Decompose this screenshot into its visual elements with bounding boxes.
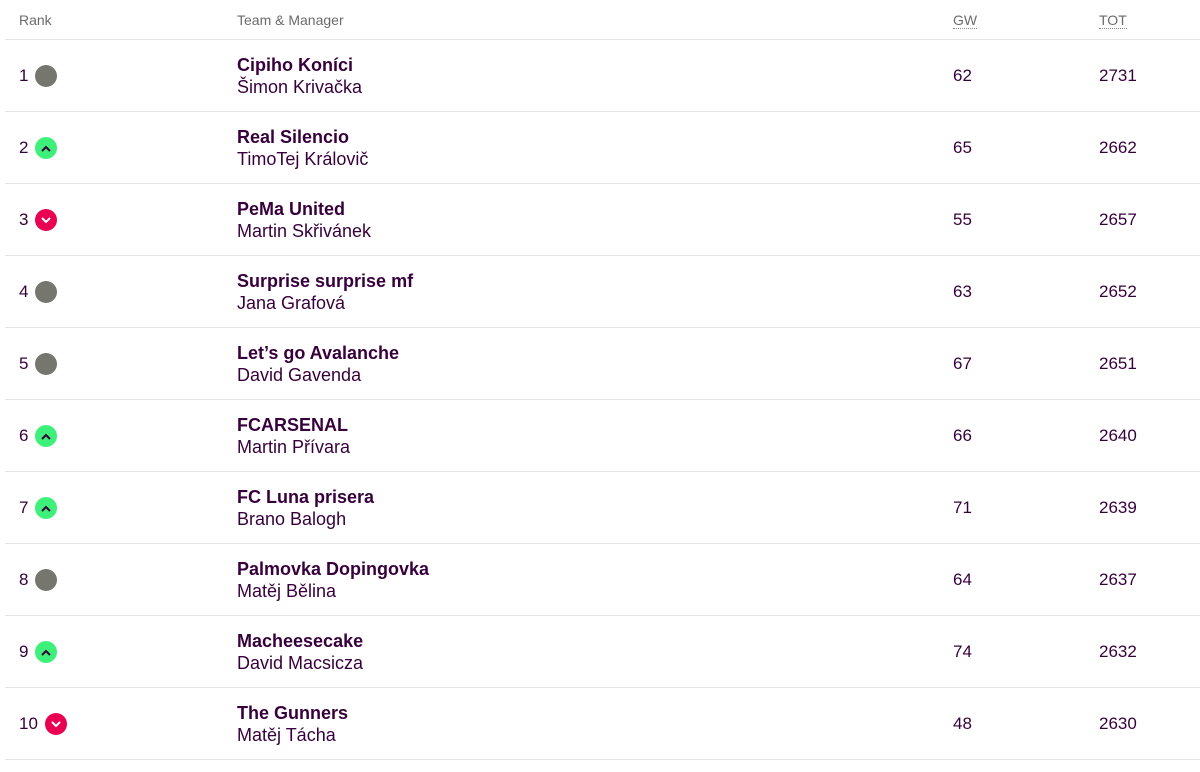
total-points: 2657 xyxy=(1099,210,1137,229)
team-name-link[interactable]: FC Luna prisera xyxy=(237,487,375,507)
table-row[interactable] xyxy=(5,472,1200,544)
rank-number: 1 xyxy=(19,66,29,85)
gameweek-points: 71 xyxy=(953,498,972,517)
rank-column-header: Rank xyxy=(19,12,52,28)
rank-unchanged-icon xyxy=(35,353,57,375)
table-row[interactable] xyxy=(5,616,1200,688)
table-body xyxy=(5,40,1200,760)
manager-name: Martin Skřivánek xyxy=(237,221,372,241)
team-name-link[interactable]: Surprise surprise mf xyxy=(237,271,414,291)
total-points: 2639 xyxy=(1099,498,1137,517)
rank-number: 4 xyxy=(19,282,29,301)
gameweek-column-header[interactable]: GW xyxy=(953,12,978,28)
rank-number: 5 xyxy=(19,354,29,373)
gameweek-points: 62 xyxy=(953,66,972,85)
manager-name: Brano Balogh xyxy=(237,509,347,529)
total-points: 2651 xyxy=(1099,354,1137,373)
rank-up-icon xyxy=(35,425,57,447)
total-points: 2652 xyxy=(1099,282,1137,301)
team-name-link[interactable]: Macheesecake xyxy=(237,631,364,651)
gameweek-points: 66 xyxy=(953,426,972,445)
manager-name: Jana Grafová xyxy=(237,293,346,313)
rank-number: 7 xyxy=(19,498,29,517)
gameweek-points: 48 xyxy=(953,714,972,733)
rank-up-icon xyxy=(35,137,57,159)
total-points: 2731 xyxy=(1099,66,1137,85)
manager-name: David Macsicza xyxy=(237,653,364,673)
total-points: 2632 xyxy=(1099,642,1137,661)
gameweek-points: 64 xyxy=(953,570,972,589)
gameweek-points: 55 xyxy=(953,210,972,229)
total-column-header[interactable]: TOT xyxy=(1099,12,1127,28)
rank-down-icon xyxy=(35,209,57,231)
league-standings-table xyxy=(5,0,1200,760)
rank-number: 9 xyxy=(19,642,29,661)
team-name-link[interactable]: Cipiho Koníci xyxy=(237,55,353,75)
rank-number: 2 xyxy=(19,138,29,157)
table-header xyxy=(5,0,1200,40)
team-name-link[interactable]: FCARSENAL xyxy=(237,415,348,435)
gameweek-points: 74 xyxy=(953,642,972,661)
manager-name: Šimon Krivačka xyxy=(237,77,363,97)
table-row[interactable] xyxy=(5,184,1200,256)
team-manager-column-header: Team & Manager xyxy=(237,12,344,28)
table-row[interactable] xyxy=(5,688,1200,760)
total-points: 2630 xyxy=(1099,714,1137,733)
rank-number: 8 xyxy=(19,570,29,589)
team-name-link[interactable]: Let’s go Avalanche xyxy=(237,343,400,363)
team-name-link[interactable]: Real Silencio xyxy=(237,127,350,147)
team-name-link[interactable]: PeMa United xyxy=(237,199,346,219)
table-row[interactable] xyxy=(5,544,1200,616)
table-row[interactable] xyxy=(5,400,1200,472)
rank-up-icon xyxy=(35,641,57,663)
total-points: 2662 xyxy=(1099,138,1137,157)
rank-unchanged-icon xyxy=(35,65,57,87)
gameweek-points: 67 xyxy=(953,354,972,373)
manager-name: David Gavenda xyxy=(237,365,362,385)
manager-name: Matěj Tácha xyxy=(237,725,336,745)
gameweek-points: 63 xyxy=(953,282,972,301)
manager-name: Matěj Bělina xyxy=(237,581,337,601)
gameweek-points: 65 xyxy=(953,138,972,157)
table-row[interactable] xyxy=(5,256,1200,328)
rank-down-icon xyxy=(45,713,67,735)
manager-name: TimoTej Královič xyxy=(237,149,369,169)
rank-up-icon xyxy=(35,497,57,519)
rank-number: 10 xyxy=(19,714,38,733)
total-points: 2640 xyxy=(1099,426,1137,445)
table-row[interactable] xyxy=(5,40,1200,112)
rank-number: 3 xyxy=(19,210,29,229)
rank-number: 6 xyxy=(19,426,29,445)
table-row[interactable] xyxy=(5,112,1200,184)
manager-name: Martin Přívara xyxy=(237,437,351,457)
table-row[interactable] xyxy=(5,328,1200,400)
team-name-link[interactable]: The Gunners xyxy=(237,703,349,723)
team-name-link[interactable]: Palmovka Dopingovka xyxy=(237,559,430,579)
rank-unchanged-icon xyxy=(35,569,57,591)
rank-unchanged-icon xyxy=(35,281,57,303)
total-points: 2637 xyxy=(1099,570,1137,589)
